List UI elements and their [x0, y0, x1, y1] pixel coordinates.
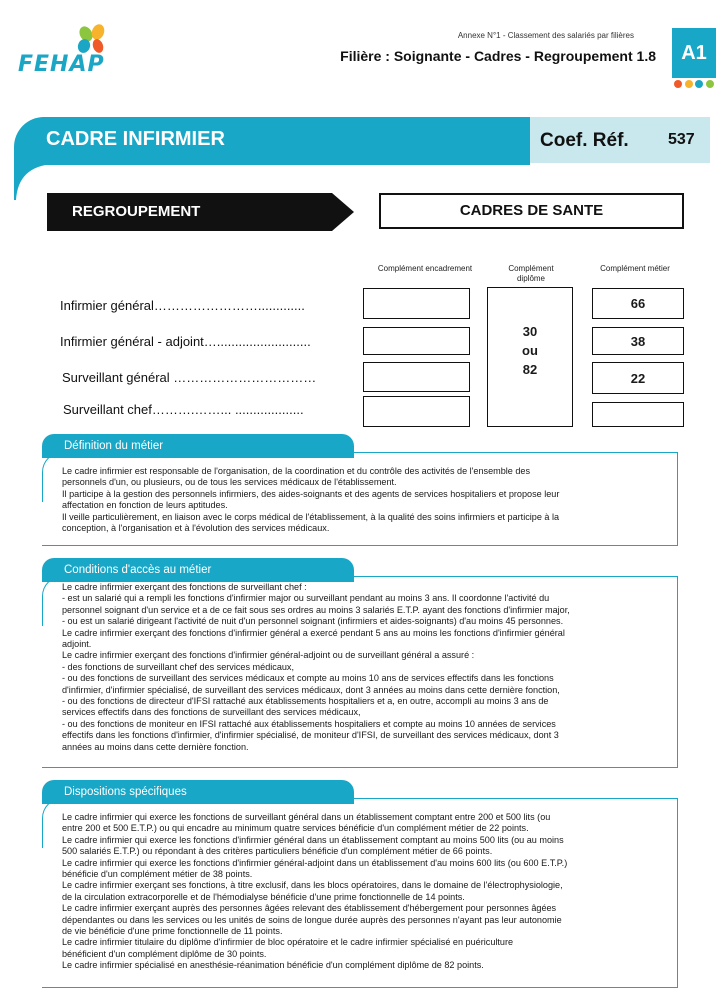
dispositions-line: Le cadre infirmier qui exerce les fonctions de surveillant général dans un établissement comptant entre 200 et 500 lits (ou	[62, 812, 551, 822]
annex-caption: Annexe N°1 - Classement des salariés par filières	[457, 31, 634, 40]
definition-line: affectation en fonction de leurs aptitudes.	[62, 500, 228, 511]
diplome-values	[488, 322, 572, 379]
dispositions-line: Le cadre infirmier titulaire du diplôme d'infirmier de bloc opératoire et le cadre infirmier spécialisé en puériculture	[62, 937, 514, 948]
fehap-logo	[18, 22, 118, 82]
job-title: CADRE INFIRMIER	[46, 128, 225, 150]
definition-body	[62, 466, 674, 534]
conditions-line: personnel soignant d'un service et a de ce fait sous ses ordres au moins 3 salariés E.T.P. ayant des fonctions d'infirmier major,	[62, 604, 570, 615]
conditions-line: effectifs dans les fonctions d'infirmier, d'infirmier spécialisé, de moniteur d'IFSI, de surveillant des services médicaux, dont 3	[62, 730, 559, 741]
encadrement-box-3	[363, 362, 470, 392]
metier-value-1: 66	[630, 296, 646, 311]
conditions-line: d'infirmier, d'infirmier spécialisé, de surveillant des services médicaux, dont 3 années au moins dans cette dernière fonction,	[62, 684, 560, 695]
conditions-line: - des fonctions de surveillant chef des services médicaux,	[62, 661, 295, 672]
coef-label: Coef. Réf.	[540, 130, 629, 151]
row-label-surveillant-general: Surveillant général ……………………………	[62, 370, 317, 385]
dot-yellow	[685, 80, 693, 88]
metier-box-1	[592, 288, 684, 319]
dispositions-line: Le cadre infirmier qui exerce les fonctions d'infirmier général-adjoint dans un établissement d'au moins 600 lits (ou 600 E.T.P.)	[62, 857, 568, 868]
dot-orange	[674, 80, 682, 88]
metier-box-3	[592, 362, 684, 394]
dispositions-line: 500 salariés E.T.P.) ou répondant à des critères particuliers bénéficie d'un complément métier de 66 points.	[62, 846, 493, 857]
conditions-body	[62, 582, 674, 753]
conditions-line: - ou est un salarié dirigeant l'activité de nuit d'un personnel soignant (infirmiers et aides-soignants) d'au moins 45 personnes.	[62, 616, 564, 627]
regroupement-value: CADRES DE SANTE	[379, 193, 684, 229]
section-badge: A1	[672, 28, 716, 78]
definition-line: Il participe à la gestion des personnels infirmiers, des aides-soignants et des agents de services hospitaliers et propose leur	[62, 488, 560, 499]
row-label-infirmier-general: Infirmier général…………………….............	[60, 298, 305, 313]
dot-blue	[695, 80, 703, 88]
conditions-line: Le cadre infirmier exerçant des fonctions d'infirmier général a exercé pendant 5 ans au moins les fonctions d'infirmier général	[62, 627, 565, 638]
conditions-line: années au moins dans cette dernière fonction.	[62, 741, 249, 752]
dispositions-line: entre 200 et 500 E.T.P.) ou qui encadre au minimum quatre services bénéficie d'un complément métier de 22 points.	[62, 823, 529, 834]
diplome-or: ou	[522, 343, 538, 358]
conditions-line: - ou des fonctions de moniteur en IFSI rattaché aux établissements hospitaliers et compte au moins 10 années de services	[62, 718, 556, 729]
conditions-title: Conditions d'accès au métier	[64, 564, 212, 576]
conditions-line: Le cadre infirmier exerçant des fonctions d'infirmier général-adjoint ou de surveillant général a assuré :	[62, 650, 475, 661]
regroupement-label: REGROUPEMENT	[72, 203, 201, 220]
definition-line: conception, à l'organisation et à l'évolution des services médicaux.	[62, 523, 330, 534]
dispositions-line: Le cadre infirmier spécialisé en anesthésie-réanimation bénéficie d'un complément diplôme de 82 points.	[62, 960, 484, 971]
conditions-line: Le cadre infirmier exerçant des fonctions de surveillant chef :	[62, 582, 307, 592]
dispositions-line: de vie bénéficie d'une prime fonctionnelle de 11 points.	[62, 926, 283, 937]
row-label-surveillant-chef: Surveillant chef……….……... ...................	[63, 402, 304, 417]
diplome-value-2: 82	[522, 362, 538, 377]
metier-box-4	[592, 402, 684, 427]
encadrement-box-2	[363, 327, 470, 355]
dispositions-line: dépendantes ou dans les services ou les unités de soins de longue durée auprès des personnes n'ayant pas leur autonomie	[62, 914, 562, 925]
dispositions-line: bénéficie d'un complément métier de 38 points.	[62, 869, 253, 880]
conditions-line: adjoint.	[62, 639, 92, 650]
definition-title: Définition du métier	[64, 440, 164, 452]
conditions-line: - ou des fonctions de directeur d'IFSI rattaché aux établissements hospitaliers et a, en outre, accompli au moins 3 ans de	[62, 696, 549, 707]
row-label-infirmier-general-adjoint: Infirmier général - adjoint…..........................	[60, 334, 311, 349]
definition-line: Il veille particulièrement, en liaison avec le corps médical de l'établissement, à la qualité des soins infirmiers et participe à la	[62, 511, 560, 522]
conditions-line: - est un salarié qui a rempli les fonctions d'infirmier major ou surveillant pendant au moins 3 ans. Il coordonne l'activité du	[62, 593, 550, 604]
dispositions-title: Dispositions spécifiques	[64, 786, 187, 798]
col-encadrement: Complément encadrement	[377, 264, 473, 273]
metier-value-3: 22	[630, 371, 646, 386]
diplome-box	[487, 287, 573, 427]
color-dots	[672, 80, 716, 88]
dot-green	[706, 80, 714, 88]
encadrement-box-1	[363, 288, 470, 319]
dispositions-line: Le cadre infirmier exerçant auprès des personnes âgées relevant des établissement d'hébergement pour personnes âgées	[62, 903, 557, 914]
dispositions-line: de la circulation extracorporelle et de l'hémodialyse bénéficie d'une prime fonctionnelle de 14 points.	[62, 891, 465, 902]
logo-text: FEHAP	[18, 52, 105, 77]
metier-value-2: 38	[630, 334, 646, 349]
dispositions-line: Le cadre infirmier exerçant ses fonctions, à titre exclusif, dans les blocs opératoires, dans le domaine de l'électrophysiologie,	[62, 880, 563, 891]
encadrement-box-4	[363, 396, 470, 427]
dispositions-body	[62, 812, 674, 972]
col-diplome: Complément diplôme	[508, 264, 554, 283]
metier-box-2	[592, 327, 684, 355]
conditions-line: - ou des fonctions de surveillant des services médicaux et compte au moins 10 ans de services effectifs dans les fonctions	[62, 673, 554, 684]
filiere-title: Filière : Soignante - Cadres - Regroupement 1.8	[340, 48, 656, 64]
col-metier: Complément métier	[600, 264, 670, 273]
definition-line: personnels d'un, ou plusieurs, ou de tous les services médicaux de l'établissement.	[62, 477, 397, 488]
coef-value: 537	[668, 131, 695, 148]
dispositions-line: bénéficient d'un complément diplôme de 30 points.	[62, 948, 267, 959]
flower-icon	[18, 22, 118, 56]
diplome-value-1: 30	[522, 324, 538, 339]
conditions-line: services effectifs dans des fonctions de surveillant des services médicaux,	[62, 707, 361, 718]
definition-line: Le cadre infirmier est responsable de l'organisation, de la coordination et du contrôle des activités de l'ensemble des	[62, 466, 531, 476]
dispositions-line: Le cadre infirmier qui exerce les fonctions d'infirmier général dans un établissement comptant au moins 500 lits (ou au moins	[62, 834, 564, 845]
